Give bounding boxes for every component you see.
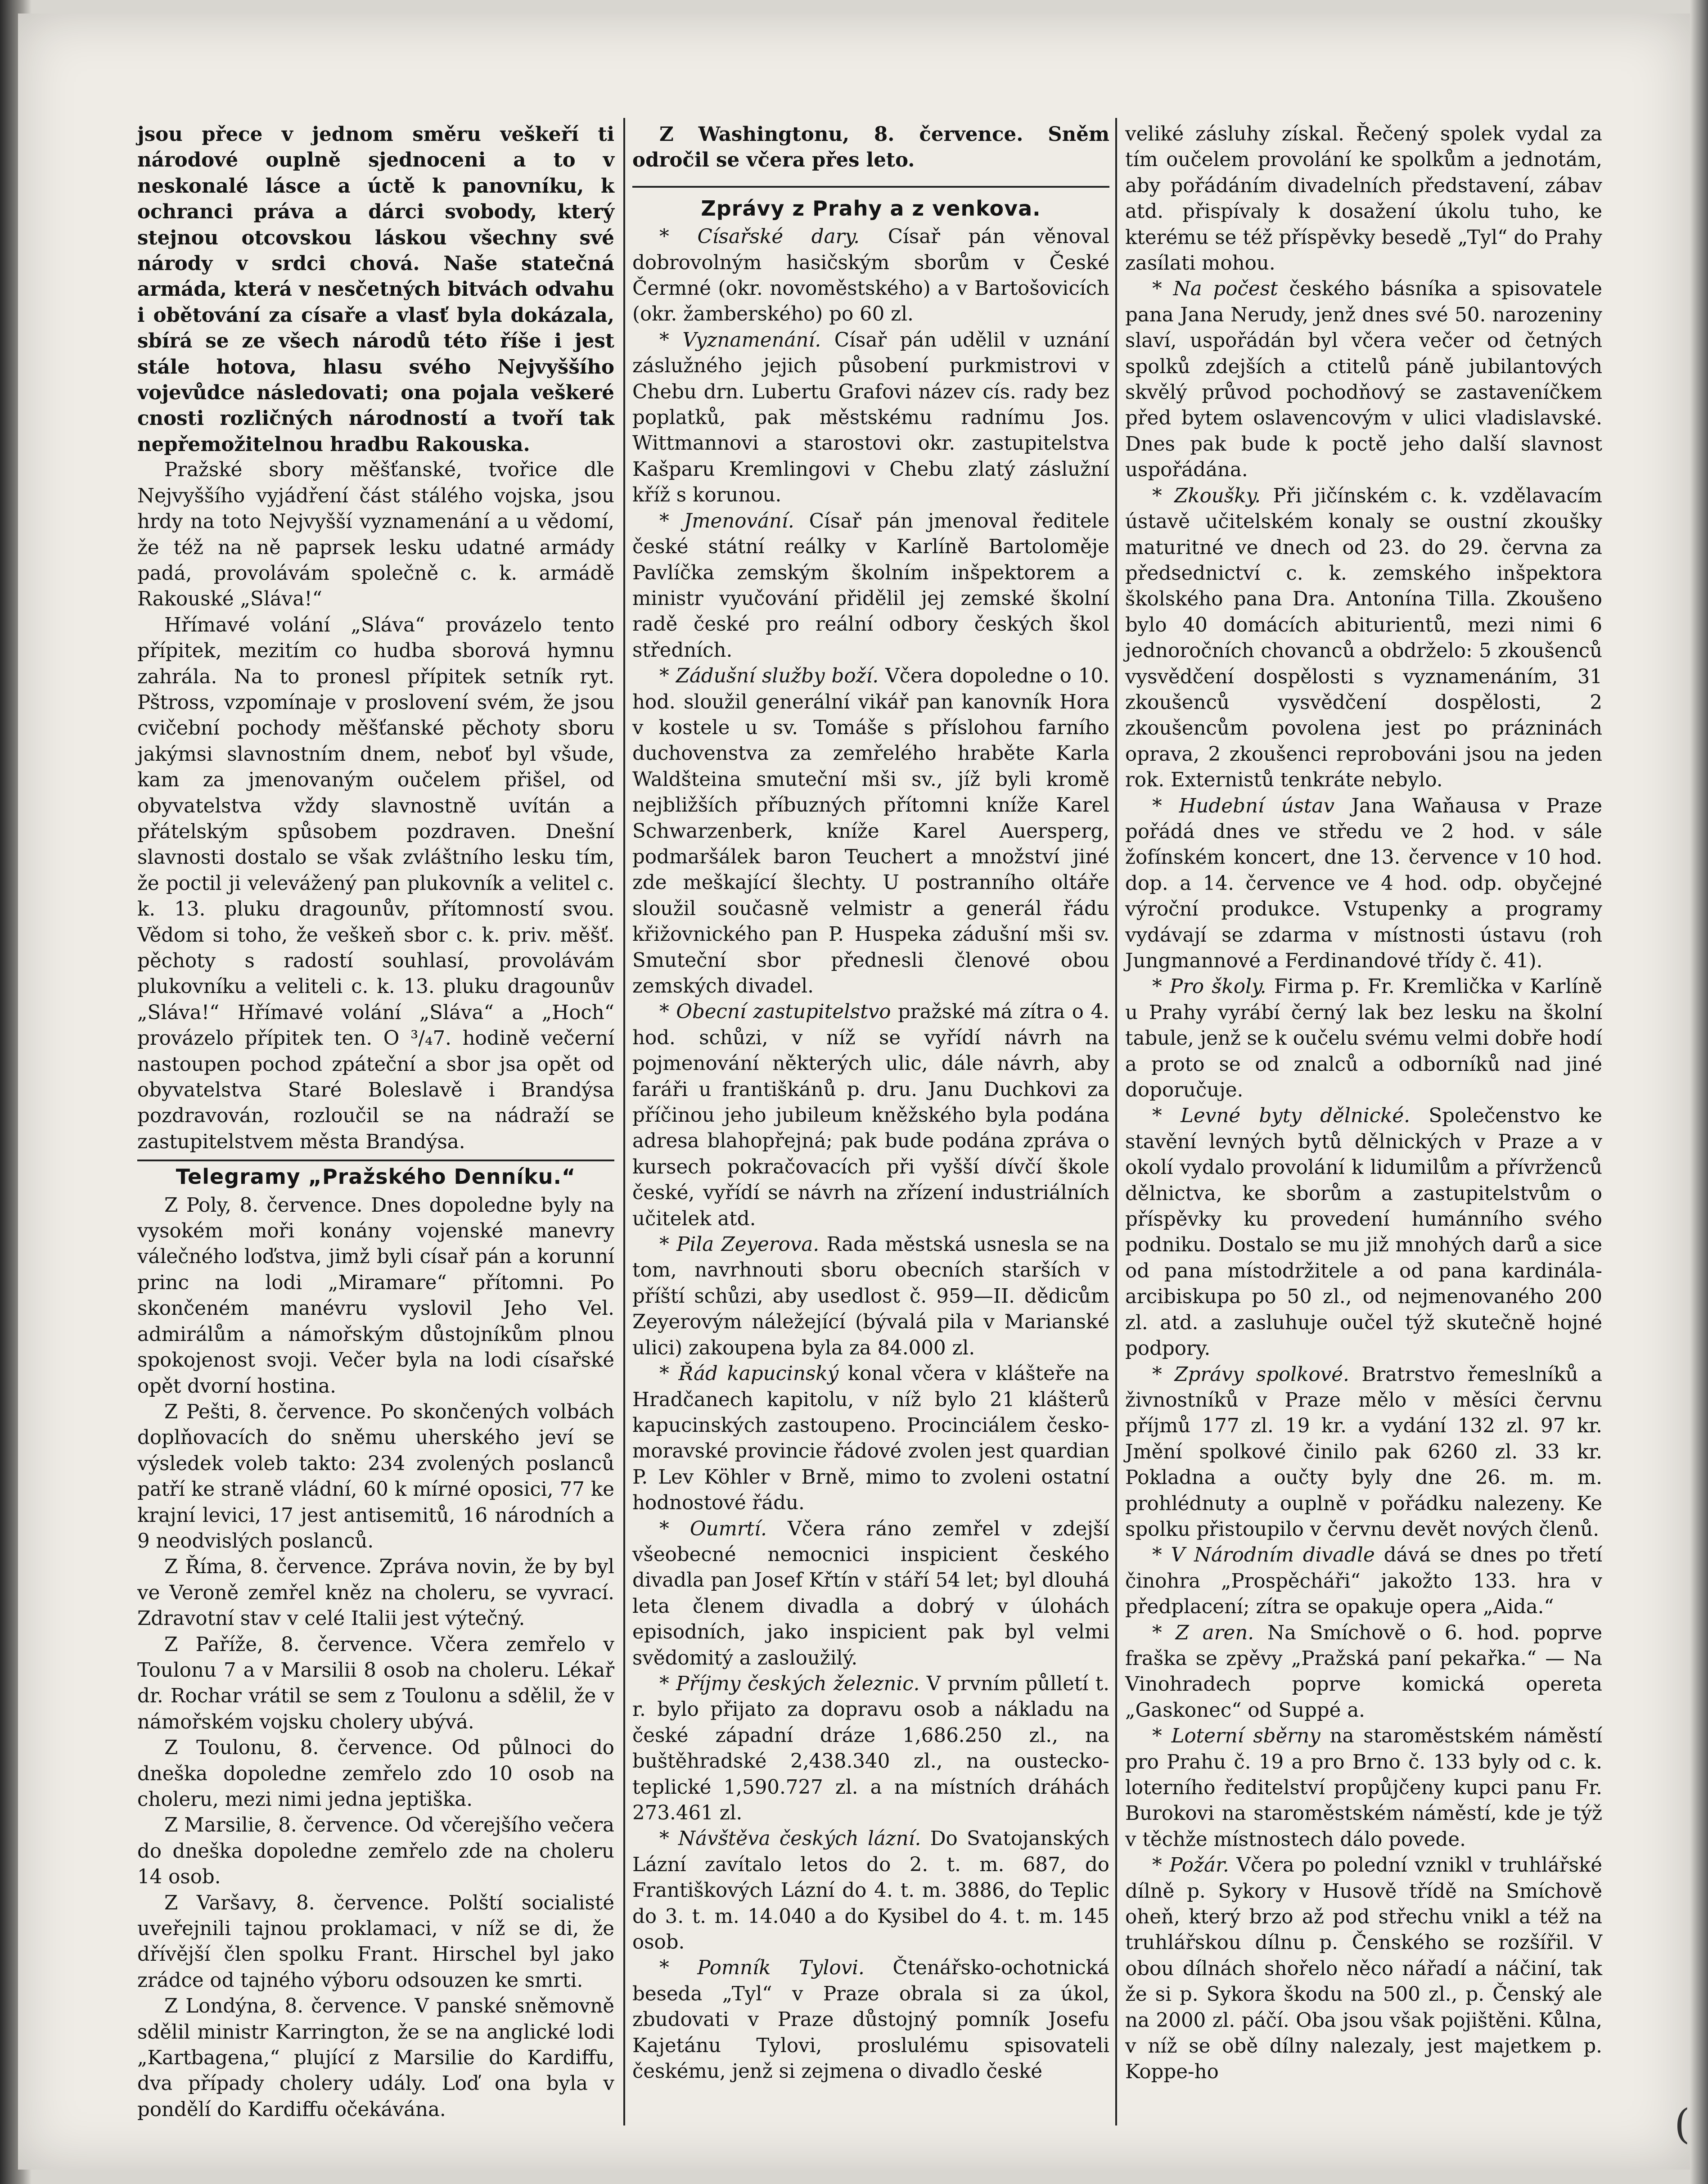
news-text: Na Smíchově o 6. hod. poprve fraška se zpěvy „Pražská paní pekařka.“ — Na Vinohradech poprve komická opereta „Gaskonec“ od Suppé a.: [1125, 1621, 1603, 1722]
telegram-varsava: Z Varšavy, 8. července. Polští socialisté uveřejnili tajnou proklamaci, v níž se di, že dřívější člen spolku Frant. Hirschel byl jako zrádce od tajného výboru odsouzen ke smrti.: [137, 1891, 614, 1992]
news-text: Včera ráno zemřel v zdejší všeobecné nemocnici inspicient českého divadla pan Josef Křtín v stáří 54 let; byl dlouhá leta členem divadla a dobrý v úlohách episodních, jako inspicient pak byl velmi svědomitý a zasloužilý.: [632, 1517, 1109, 1670]
telegram-rim: Z Říma, 8. července. Zpráva novin, že by byl ve Veroně zemřel kněz na choleru, se vyvrací. Zdravotní stav v celé Italii jest výtečný.: [137, 1556, 614, 1630]
news-title: Levné byty dělnické.: [1181, 1105, 1410, 1128]
news-text: Včera po polední vznikl v truhlářské dílně p. Sykory v Husově třídě na Smíchově oheň, který brzo až pod střechu vnikl a též na truhlářskou dílnu p. Čenského se rozšířil. V obou dílnách shořelo něco nářadí a náčiní, tak že si p. Sykora škodu na 500 zl., p. Čenský ale na 2000 zl. páčí. Oba jsou však pojištěni. Kůlna, v níž se obě dílny nalezaly, jest majetkem p. Koppe-ho: [1125, 1854, 1602, 2084]
news-item: * Levné byty dělnické. Společenstvo ke stavění levných bytů dělnických v Praze a v okolí vydalo provolání k lidumilům a přívrženců dělnictva, ke sborům a zastupitelstvům o příspěvky ku provedení humánního svého podniku. Dostalo se mu již mnohých darů a sice od pana místodržitele a od pana kardinála-arcibiskupa po 50 zl., od nejmenovaného 200 zl. atd. a zasluhuje oučel týž skutečně hojné podpory.: [1125, 1105, 1602, 1360]
news-text: pražské má zítra o 4. hod. schůzi, v níž se vyřídí návrh na pojmenování některých ulic, dále návrh, aby faráři u františkánů p. dru. Janu Duchkovi za příčinou jeho jubileum kněžského byla podána adresa blahopřejná; pak bude podána zpráva o kursech pokračovacích při vyšší dívčí škole české, vyřídí se návrh na zřízení industriálních učitelek atd.: [632, 1001, 1109, 1230]
telegram-washington: Z Washingtonu, 8. července. Sněm odročil se včera přes leto.: [632, 123, 1109, 172]
news-text: Firma p. Fr. Kremlička v Karlíně u Prahy vyrábí černý lak bez lesku na školní tabule, jenž se k oučelu svému velmi dobře hodí a proto se od znalců a odborníků nad jiné doporučuje.: [1125, 975, 1603, 1102]
telegram-pola: Z Poly, 8. července. Dnes dopoledne byly na vysokém moři konány vojenské manevry válečného loďstva, jimž byli císař pán a korunní princ na lodi „Miramare“ přítomni. Po skončeném manévru vyslovil Jeho Vel. admirálům a námořským důstojníkům plnou spokojenost svoji. Večer byla na lodi císařské opět dvorní hostina.: [137, 1194, 614, 1398]
news-item: * Císařské dary. Císař pán věnoval dobrovolným hasičským sborům v České Čermné (okr. novoměstského) a v Bartošovicích (okr. žamberského) po 60 zl.: [632, 226, 1110, 326]
news-text: Bratrstvo řemeslníků a živnostníků v Praze mělo v měsíci červnu příjmů 177 zl. 19 kr. a vydání 132 zl. 97 kr. Jmění spolkové činilo pak 6260 zl. 33 kr. Pokladna a oučty byly dne 26. m. m. prohlédnuty a ouplně v pořádku nalezeny. Ke spolku přistoupilo v červnu devět nových členů.: [1125, 1363, 1603, 1541]
news-item: * Oumrtí. Včera ráno zemřel v zdejší všeobecné nemocnici inspicient českého divadla pan Josef Křtín v stáří 54 let; byl dlouhá leta členem divadla a dobrý v úlohách episodních, jako inspicient pak byl velmi svědomitý a zasloužilý.: [632, 1517, 1109, 1670]
news-title: Pomník Tylovi.: [697, 1957, 865, 1980]
news-heading: Zprávy z Prahy a z venkova.: [701, 196, 1041, 221]
news-text: českého básníka a spisovatele pana Jana Nerudy, jenž dnes své 50. narozeniny slaví, uspořádán byl včera večer od četných spolků zdejších a ctitelů páně jubilantových skvělý průvod pochodňový se zastaveníčkem před bytem oslavencovým v ulici vladislavské. Dnes pak bude k poctě jeho další slavnost uspořádána.: [1125, 278, 1602, 482]
news-item: * Pila Zeyerova. Rada městská usnesla se na tom, navrhnouti sboru obecních starších v příští schůzi, aby usedlost č. 959—II. dědicům Zeyerovým náležející (bývalá pila v Marianské ulici) zakoupena byla za 84.000 zl.: [632, 1233, 1110, 1359]
telegram-pariz: Z Paříže, 8. července. Včera zemřelo v Toulonu 7 a v Marsilii 8 osob na choleru. Lékař dr. Rochar vrátil se sem z Toulonu a sdělil, že v námořském vojsku cholery ubývá.: [137, 1633, 614, 1733]
news-text: Do Svatojanských Lázní zavítalo letos do 2. t. m. 687, do Františkových Lázní do 4. t. m. 3886, do Teplic do 3. t. m. 14.040 a do Kysibel do 4. t. m. 145 osob.: [632, 1828, 1110, 1954]
news-text: Včera dopoledne o 10. hod. sloužil generální vikář pan kanovník Hora v kostele u sv. Tomáše s příslohou farního duchovenstva za zemřelého hraběte Karla Waldšteina smuteční mši sv., jíž byli kromě nejbližších příbuzných přítomni kníže Karel Schwarzenberk, kníže Karel Auersperg, podmaršálek baron Teuchert a množství jiné zde meškající šlechty. U postranního oltáře sloužil současně velmistr a generál řádu křižovnického pan P. Huspeka zádušní mši sv. Smuteční sbor přednesli členové obou zemských divadel.: [632, 665, 1110, 997]
news-item: * Požár. Včera po polední vznikl v truhlářské dílně p. Sykory v Husově třídě na Smíchově oheň, který brzo až pod střechu vnikl a též na truhlářskou dílnu p. Čenského se rozšířil. V obou dílnách shořelo něco nářadí a náčiní, tak že si p. Sykora škodu na 500 zl., p. Čenský ale na 2000 zl. páčí. Oba jsou však pojištěni. Kůlna, v níž se obě dílny nalezaly, jest majetkem p. Koppe-ho: [1125, 1854, 1602, 2084]
news-item: * Příjmy českých železnic. V prvním půlletí t. r. bylo přijato za dopravu osob a nákladu na české západní dráze 1,686.250 zl., na buštěhradské 2,438.340 zl., na oustecko-teplické 1,590.727 zl. a na místních dráhách 273.461 zl.: [632, 1672, 1109, 1824]
news-text: Rada městská usnesla se na tom, navrhnouti sboru obecních starších v příští schůzi, aby usedlost č. 959—II. dědicům Zeyerovým náležející (bývalá pila v Marianské ulici) zakoupena byla za 84.000 zl.: [632, 1233, 1110, 1359]
news-title: Obecní zastupitelstvo: [676, 1001, 891, 1024]
column-2: [632, 122, 1109, 2085]
news-text: dává se dnes po třetí činohra „Prospěcháři“ jakožto 133. hra v předplacení; zítra se opakuje opera „Aida.“: [1125, 1544, 1603, 1619]
news-title: Požár.: [1169, 1854, 1229, 1877]
news-item: * Hudební ústav Jana Waňausa v Praze pořádá dnes ve středu ve 2 hod. v sále žofínském koncert, dne 13. července v 10 hod. dop. a 14. července ve 4 hod. odp. obyčejné výroční produkce. Vstupenky a programy vydávají se zdarma v místnosti ústavu (roh Jungmannové a Ferdinandové třídy č. 41).: [1125, 794, 1602, 972]
news-item: * Jmenování. Císař pán jmenoval ředitele české státní reálky v Karlíně Bartoloměje Pavlíčka zemským školním inšpektorem a ministr vyučování přidělil jej zemské školní radě české pro reální odbory českých škol středních.: [632, 510, 1110, 662]
c2-rule: [632, 186, 1109, 188]
news-item: * Zádušní služby boží. Včera dopoledne o 10. hod. sloužil generální vikář pan kanovník Hora v kostele u sv. Tomáše s příslohou farního duchovenstva za zemřelého hraběte Karla Waldšteina smuteční mši sv., jíž byli kromě nejbližších příbuzných přítomni kníže Karel Schwarzenberk, kníže Karel Auersperg, podmaršálek baron Teuchert a množství jiné zde meškající šlechty. U postranního oltáře sloužil současně velmistr a generál řádu křižovnického pan P. Huspeka zádušní mši sv. Smuteční sbor přednesli členové obou zemských divadel.: [632, 665, 1110, 997]
telegram-pest: Z Pešti, 8. července. Po skončených volbách doplňovacích do sněmu uherského jeví se výsledek voleb takto: 234 zvolených poslanců patří ke straně vládní, 60 k mírné oposici, 77 ke krajní levici, 17 jest antisemitů, 16 národních a 9 neodvislých poslanců.: [137, 1400, 614, 1552]
news-item: * Na počest českého básníka a spisovatele pana Jana Nerudy, jenž dnes své 50. narozeniny slaví, uspořádán byl včera večer od četných spolků zdejších a ctitelů páně jubilantových skvělý průvod pochodňový se zastaveníčkem před bytem oslavencovým v ulici vladislavské. Dnes pak bude k poctě jeho další slavnost uspořádána.: [1125, 278, 1602, 482]
news-title: Řád kapucinský: [678, 1363, 839, 1385]
news-title: Jmenování.: [684, 510, 794, 532]
news-title: Pila Zeyerova.: [676, 1233, 820, 1256]
c1-rule: [137, 1160, 614, 1161]
news-title: Loterní sběrny: [1171, 1725, 1320, 1748]
news-item: * Z aren. Na Smíchově o 6. hod. poprve fraška se zpěvy „Pražská paní pekařka.“ — Na Vinohradech poprve komická opereta „Gaskonec“ od Suppé a.: [1125, 1621, 1603, 1722]
news-item: * Pomník Tylovi. Čtenářsko-ochotnická beseda „Tyl“ v Praze obrala si za úkol, zbudovati v Praze důstojný pomník Josefu Kajetánu Tylovi, proslulému spisovateli českému, jenž si zejmena o divadlo české: [632, 1957, 1109, 2083]
c1-para1: jsou přece v jednom směru veškeří ti národové ouplně sjednoceni a to v neskonalé lásce a úctě k panovníku, k ochranci práva a dárci svobody, který stejnou otcovskou láskou všechny své národy v srdci chová. Naše statečná armáda, která v nesčetných bitvách odvahu i obětování za císaře a vlasť byla dokázala, sbírá se ze všech národů této říše i jest stále hotova, hlasu svého Nejvyššího vojevůdce následovati; ona pojala veškeré cnosti rozličných národností a tvoří tak nepřemožitelnou hradbu Rakouska.: [137, 123, 614, 456]
news-item: * Řád kapucinský konal včera v klášteře na Hradčanech kapitolu, v níž bylo 21 klášterů kapucinských zastoupeno. Procinciálem česko-moravské provincie řádové zvolen jest quardian P. Lev Köhler v Brně, mimo to zvoleni ostatní hodnostové řádu.: [632, 1363, 1109, 1515]
news-text: na staroměstském náměstí pro Prahu č. 19 a pro Brno č. 133 byly od c. k. loterního ředitelství propůjčeny kupci panu Fr. Burokovi na staroměstském náměstí, kde je týž v těchže místnostech dálo povede.: [1125, 1725, 1603, 1851]
column-divider-1: [623, 118, 625, 2125]
news-text: Čtenářsko-ochotnická beseda „Tyl“ v Praze obrala si za úkol, zbudovati v Praze důstojný pomník Josefu Kajetánu Tylovi, proslulému spisovateli českému, jenž si zejmena o divadlo české: [632, 1957, 1109, 2083]
column-3: [1125, 122, 1602, 2085]
c1-para3: Hřímavé volání „Sláva“ provázelo tento přípitek, mezitím co hudba sborová hymnu zahrála. Na to pronesl přípitek setník ryt. Pštross, vzpomínaje v proslovení svém, že jsou cvičební pochody měšťanské pěchoty sboru jakýmsi slavnostním dnem, neboť byl všude, kam za jmenovaným oučelem přišel, od obyvatelstva vždy slavnostně uvítán a přátelským spůsobem pozdraven. Dnešní slavnosti dostalo se však zvláštního lesku tím, že poctil ji velevážený pan plukovník a velitel c. k. 13. pluku dragounův, přítomností svou. Vědom si toho, že veškeň sbor c. k. priv. měšť. pěchoty s radostí souhlasí, provolávám plukovníku a veliteli c. k. 13. pluku dragounův „Sláva!“ Hřímavé volání „Sláva“ a „Hoch“ provázelo přípitek ten. O ³/₄7. hodině večerní nastoupen pochod zpáteční a sbor jsa opět od obyvatelstva Staré Boleslavě i Brandýsa pozdravován, rozloučil se na nádraží se zastupitelstvem města Brandýsa.: [137, 614, 614, 1153]
news-title: Hudební ústav: [1179, 794, 1335, 817]
news-title: Zádušní služby boží.: [676, 665, 879, 688]
news-title: Zkoušky.: [1174, 484, 1261, 507]
news-text: Společenstvo ke stavění levných bytů dělnických v Praze a v okolí vydalo provolání k lidumilům a přívrženců dělnictva, ke sborům a zastupitelstvům o příspěvky ku provedení humánního svého podniku. Dostalo se mu již mnohých darů a sice od pana místodržitele a od pana kardinála-arcibiskupa po 50 zl., od nejmenovaného 200 zl. atd. a zasluhuje oučel týž skutečně hojné podpory.: [1125, 1105, 1602, 1360]
news-item: * Zkoušky. Při jičínském c. k. vzdělavacím ústavě učitelském konaly se oustní zkoušky maturitné ve dnech od 23. do 29. června za předsednictví c. k. zemského inšpektora školského pana Dra. Antonína Tilla. Zkoušeno bylo 40 domácích abiturientů, mezi nimi 6 jednoročních chovanců a obdrželo: 5 zkoušenců vysvědčení dospělosti s vyznamenáním, 31 zkoušenců vysvědčení dospělosti, 2 zkoušencům povolena jest po prázninách oprava, 2 zkoušenci reprobováni jsou na jeden rok. Externistů tenkráte nebylo.: [1125, 484, 1603, 792]
news-item: * Vyznamenání. Císař pán udělil v uznání záslužného jejich působení purkmistrovi v Chebu drn. Lubertu Grafovi název cís. rady bez poplatků, pak městskému radnímu Jos. Wittmannovi a starostovi okr. zastupitelstva Kašparu Kremlingovi v Chebu zlatý záslužní kříž s korunou.: [632, 329, 1110, 507]
news-item: * V Národním divadle dává se dnes po třetí činohra „Prospěcháři“ jakožto 133. hra v předplacení; zítra se opakuje opera „Aida.“: [1125, 1544, 1603, 1619]
news-title: Vyznamenání.: [682, 329, 821, 352]
news-text: V prvním půlletí t. r. bylo přijato za dopravu osob a nákladu na české západní dráze 1,686.250 zl., na buštěhradské 2,438.340 zl., na oustecko-teplické 1,590.727 zl. a na místních dráhách 273.461 zl.: [632, 1672, 1109, 1824]
news-text: Při jičínském c. k. vzdělavacím ústavě učitelském konaly se oustní zkoušky maturitné ve dnech od 23. do 29. června za předsednictví c. k. zemského inšpektora školského pana Dra. Antonína Tilla. Zkoušeno bylo 40 domácích abiturientů, mezi nimi 6 jednoročních chovanců a obdrželo: 5 zkoušenců vysvědčení dospělosti s vyznamenáním, 31 zkoušenců vysvědčení dospělosti, 2 zkoušencům povolena jest po prázninách oprava, 2 zkoušenci reprobováni jsou na jeden rok. Externistů tenkráte nebylo.: [1125, 484, 1603, 792]
news-title: Příjmy českých železnic.: [676, 1672, 920, 1695]
news-item: * Obecní zastupitelstvo pražské má zítra o 4. hod. schůzi, v níž se vyřídí návrh na pojmenování některých ulic, dále návrh, aby faráři u františkánů p. dru. Janu Duchkovi za příčinou jeho jubileum kněžského byla podána adresa blahopřejná; pak bude podána zpráva o kursech pokračovacích při vyšší dívčí škole české, vyřídí se návrh na zřízení industriálních učitelek atd.: [632, 1001, 1109, 1230]
news-text: Císař pán jmenoval ředitele české státní reálky v Karlíně Bartoloměje Pavlíčka zemským školním inšpektorem a ministr vyučování přidělil jej zemské školní radě české pro reální odbory českých škol středních.: [632, 510, 1110, 662]
telegram-londyn: Z Londýna, 8. července. V panské sněmovně sdělil ministr Karrington, že se na anglické lodi „Kartbagena,“ plující z Marsilie do Kardiffu, dva případy cholery udály. Loď ona byla v pondělí do Kardiffu očekávána.: [137, 1995, 614, 2121]
news-item: * Loterní sběrny na staroměstském náměstí pro Prahu č. 19 a pro Brno č. 133 byly od c. k. loterního ředitelství propůjčeny kupci panu Fr. Burokovi na staroměstském náměstí, kde je týž v těchže místnostech dálo povede.: [1125, 1725, 1603, 1851]
column-divider-2: [1115, 118, 1117, 2125]
news-text: konal včera v klášteře na Hradčanech kapitolu, v níž bylo 21 klášterů kapucinských zastoupeno. Procinciálem česko-moravské provincie řádové zvolen jest quardian P. Lev Köhler v Brně, mimo to zvoleni ostatní hodnostové řádu.: [632, 1363, 1109, 1515]
news-item: * Zprávy spolkové. Bratrstvo řemeslníků a živnostníků v Praze mělo v měsíci červnu příjmů 177 zl. 19 kr. a vydání 132 zl. 97 kr. Jmění spolkové činilo pak 6260 zl. 33 kr. Pokladna a oučty byly dne 26. m. m. prohlédnuty a ouplně v pořádku nalezeny. Ke spolku přistoupilo v červnu devět nových členů.: [1125, 1363, 1603, 1541]
news-title: Pro školy.: [1169, 975, 1266, 998]
scan-right-edge: [1690, 0, 1708, 2184]
news-title: Císařské dary.: [697, 226, 860, 248]
news-title: Návštěva českých lázní.: [678, 1828, 921, 1850]
news-text: Jana Waňausa v Praze pořádá dnes ve středu ve 2 hod. v sále žofínském koncert, dne 13. července v 10 hod. dop. a 14. července ve 4 hod. odp. obyčejné výroční produkce. Vstupenky a programy vydávají se zdarma v místnosti ústavu (roh Jungmannové a Ferdinandové třídy č. 41).: [1125, 794, 1602, 972]
c1-para2: Pražské sbory měšťanské, tvořice dle Nejvyššího vyjádření část stálého vojska, jsou hrdy na toto Nejvyšší vyznamenání a u vědomí, že též na ně paprsek lesku udatné armády padá, provolávám společně c. k. armádě Rakouské „Sláva!“: [137, 459, 614, 611]
telegram-heading: Telegramy „Pražského Denníku.“: [176, 1164, 576, 1189]
news-title: Z aren.: [1175, 1621, 1254, 1644]
news-text: Císař pán věnoval dobrovolným hasičským sborům v České Čermné (okr. novoměstského) a v Bartošovicích (okr. žamberského) po 60 zl.: [632, 226, 1110, 326]
column-1: [137, 122, 614, 2123]
c3-para1: veliké zásluhy získal. Řečený spolek vydal za tím oučelem provolání ke spolkům a jednotám, aby pořádáním divadelních představení, zábav atd. přispívaly k dosažení úkolu tuho, ke kterému se též příspěvky besedě „Tyl“ do Prahy zasílati mohou.: [1125, 123, 1602, 275]
news-title: Na počest: [1173, 278, 1278, 301]
telegram-marsilie: Z Marsilie, 8. července. Od včerejšího večera do dneška dopoledne zemřelo zde na choleru 14 osob.: [137, 1814, 614, 1889]
news-item: * Návštěva českých lázní. Do Svatojanských Lázní zavítalo letos do 2. t. m. 687, do Františkových Lázní do 4. t. m. 3886, do Teplic do 3. t. m. 14.040 a do Kysibel do 4. t. m. 145 osob.: [632, 1828, 1110, 1954]
news-title: V Národním divadle: [1171, 1544, 1375, 1567]
news-title: Oumrtí.: [690, 1517, 767, 1540]
telegram-toulon: Z Toulonu, 8. července. Od půlnoci do dneška dopoledne zemřelo zdo 10 osob na choleru, mezi nimi jedna jeptiška.: [137, 1737, 614, 1811]
news-text: Císař pán udělil v uznání záslužného jejich působení purkmistrovi v Chebu drn. Lubertu Grafovi název cís. rady bez poplatků, pak městskému radnímu Jos. Wittmannovi a starostovi okr. zastupitelstva Kašparu Kremlingovi v Chebu zlatý záslužní kříž s korunou.: [632, 329, 1110, 507]
news-title: Zprávy spolkové.: [1174, 1363, 1349, 1386]
corner-mark: (: [1674, 2101, 1690, 2148]
news-item: * Pro školy. Firma p. Fr. Kremlička v Karlíně u Prahy vyrábí černý lak bez lesku na školní tabule, jenž se k oučelu svému velmi dobře hodí a proto se od znalců a odborníků nad jiné doporučuje.: [1125, 975, 1603, 1102]
